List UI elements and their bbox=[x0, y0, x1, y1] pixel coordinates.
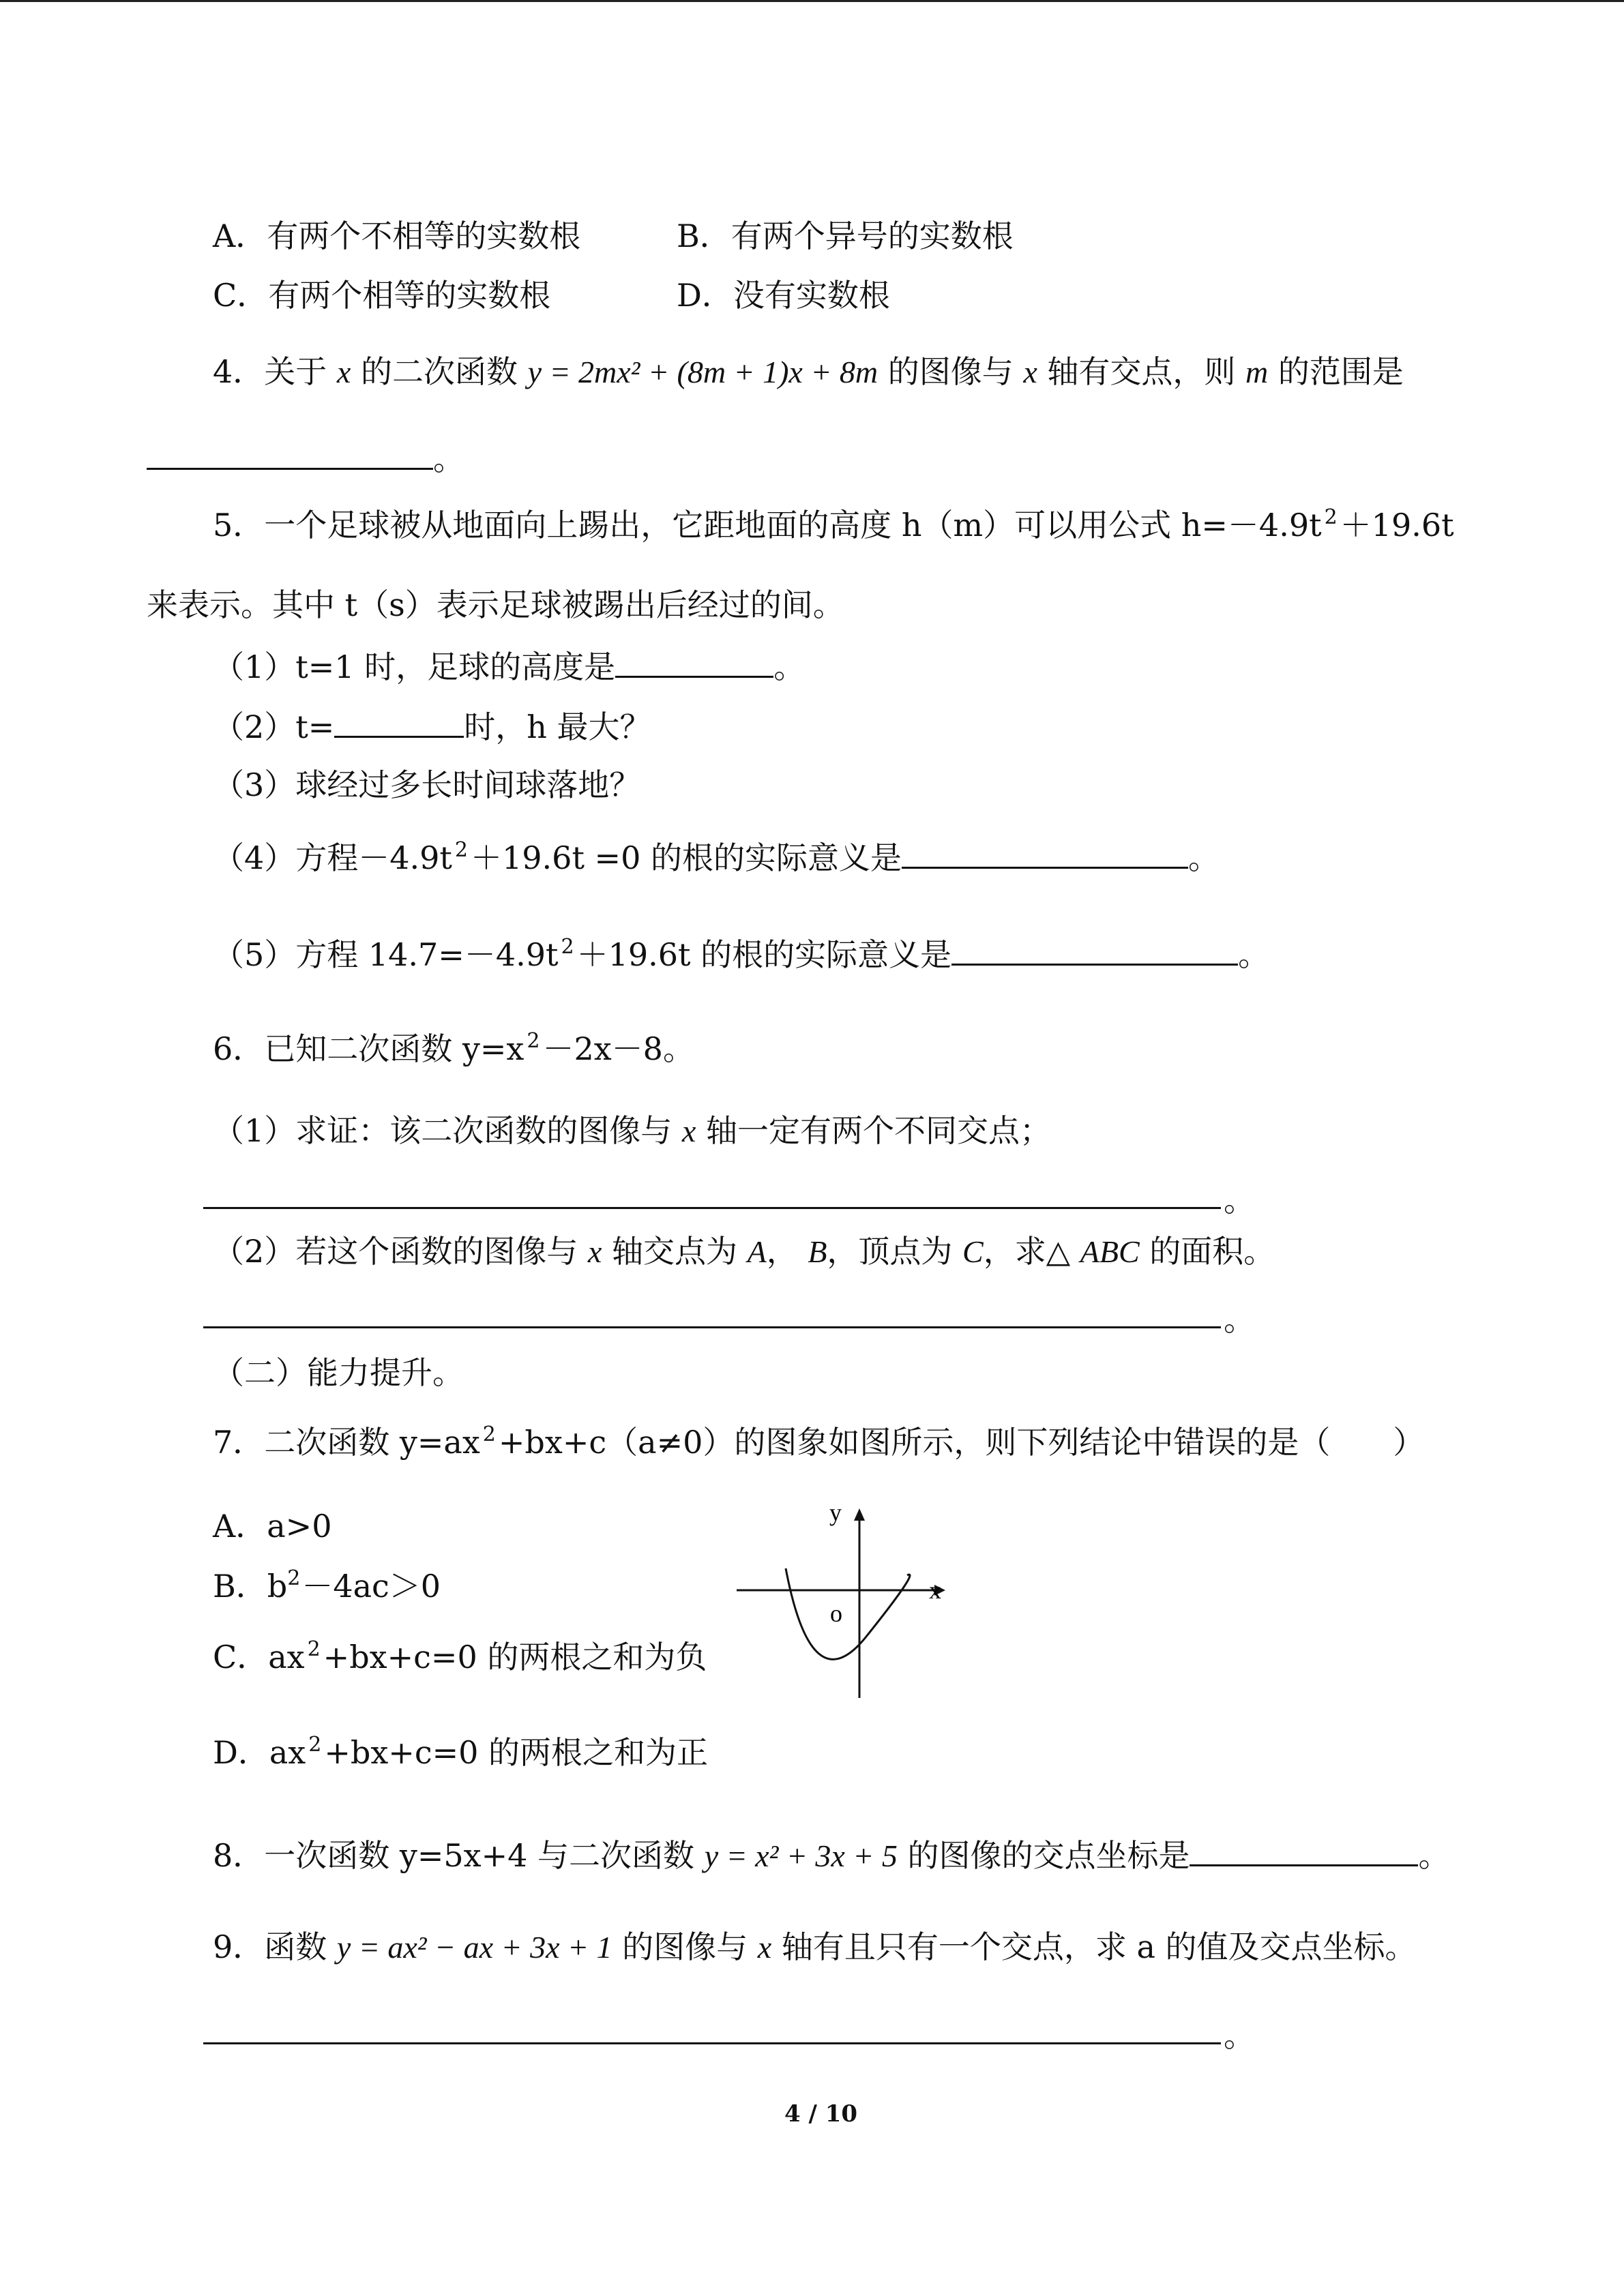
q5-part-2-blank[interactable] bbox=[334, 704, 464, 738]
q6-part-1-end: 。 bbox=[1224, 1182, 1255, 1219]
graph-parabola-curve bbox=[786, 1568, 910, 1659]
q7-option-c: C．ax $^2$+bx+c=0 的两根之和为负 bbox=[213, 1637, 707, 1675]
question-5-line-1: 5．一个足球被从地面向上踢出，它距地面的高度 h（m）可以用公式 h=－4.9t $^2$＋19.6t bbox=[213, 505, 1454, 543]
q8-formula: y = x² + 3x + 5 bbox=[704, 1838, 898, 1873]
q4-formula: y = 2mx² + (8m + 1)x + 8m bbox=[527, 355, 879, 389]
question-5-line-2: 来表示。其中 t（s）表示足球被踢出后经过的间。 bbox=[147, 586, 844, 623]
graph-y-arrow bbox=[854, 1508, 865, 1521]
q5-part-5: （5）方程 14.7=－4.9t $^2$＋19.6t 的根的实际意义是 。 bbox=[213, 932, 1269, 973]
q9-end: 。 bbox=[1224, 2017, 1255, 2054]
graph-y-label: y bbox=[829, 1500, 842, 1526]
q5-part-5-blank[interactable] bbox=[951, 932, 1238, 966]
question-7-title: 7．二次函数 y=ax $^2$+bx+c（a≠0）的图象如图所示，则下列结论中错误的是（ ） bbox=[213, 1422, 1425, 1461]
q5-part-2: （2）t= 时，h 最大？ bbox=[213, 704, 651, 745]
q7-option-a: A．a>0 bbox=[213, 1508, 332, 1545]
q9-formula: y = ax² − ax + 3x + 1 bbox=[336, 1930, 612, 1965]
q9-answer-line[interactable] bbox=[203, 2042, 1221, 2044]
graph-origin-label: o bbox=[830, 1600, 842, 1627]
q3-option-a: A．有两个不相等的实数根 bbox=[213, 218, 581, 254]
q7-option-d: D．ax $^2$+bx+c=0 的两根之和为正 bbox=[213, 1733, 709, 1771]
q3-option-c: C．有两个相等的实数根 bbox=[213, 277, 551, 314]
q4-answer-blank[interactable] bbox=[147, 436, 433, 470]
question-8: 8．一次函数 y=5x+4 与二次函数 y = x² + 3x + 5 的图像的交点坐标是 。 bbox=[213, 1833, 1449, 1874]
question-9: 9．函数 y = ax² − ax + 3x + 1 的图像与 x 轴有且只有一个交点，求 a 的值及交点坐标。 bbox=[213, 1928, 1417, 1965]
question-6-title: 6．已知二次函数 y=x $^2$－2x－8。 bbox=[213, 1029, 694, 1067]
q6-part-1: （1）求证：该二次函数的图像与 x 轴一定有两个不同交点； bbox=[213, 1112, 1051, 1149]
q5-part-3: （3）球经过多长时间球落地？ bbox=[213, 766, 641, 803]
section-ability-improvement: （二）能力提升。 bbox=[213, 1354, 464, 1391]
question-4: 4．关于 x 的二次函数 y = 2mx² + (8m + 1)x + 8m 的图像与 x 轴有交点，则 m 的范围是 bbox=[213, 353, 1404, 390]
page-number: 4 / 10 bbox=[784, 2100, 858, 2128]
q7-parabola-graph bbox=[723, 1500, 948, 1705]
page-top-border bbox=[0, 0, 1624, 2]
q6-part-1-answer-line[interactable] bbox=[203, 1207, 1221, 1209]
q3-option-d: D．没有实数根 bbox=[677, 277, 890, 314]
q6-part-2-end: 。 bbox=[1224, 1301, 1255, 1338]
q6-part-2: （2）若这个函数的图像与 x 轴交点为 A， B，顶点为 C，求△ ABC 的面积。 bbox=[213, 1233, 1275, 1270]
q4-answer-line: 。 bbox=[147, 436, 464, 477]
q5-part-1-blank[interactable] bbox=[615, 644, 773, 678]
q8-answer-blank[interactable] bbox=[1190, 1833, 1418, 1866]
q3-option-b: B．有两个异号的实数根 bbox=[677, 218, 1014, 254]
q7-option-b: B．$b^2-4ac>0$ bbox=[213, 1566, 441, 1605]
q5-part-1: （1）t=1 时，足球的高度是 。 bbox=[213, 644, 805, 685]
q5-part-4-blank[interactable] bbox=[902, 835, 1188, 869]
q6-part-2-answer-line[interactable] bbox=[203, 1326, 1221, 1328]
q5-part-4: （4）方程－4.9t $^2$＋19.6t =0 的根的实际意义是 。 bbox=[213, 835, 1220, 876]
graph-x-label: x bbox=[929, 1577, 941, 1604]
